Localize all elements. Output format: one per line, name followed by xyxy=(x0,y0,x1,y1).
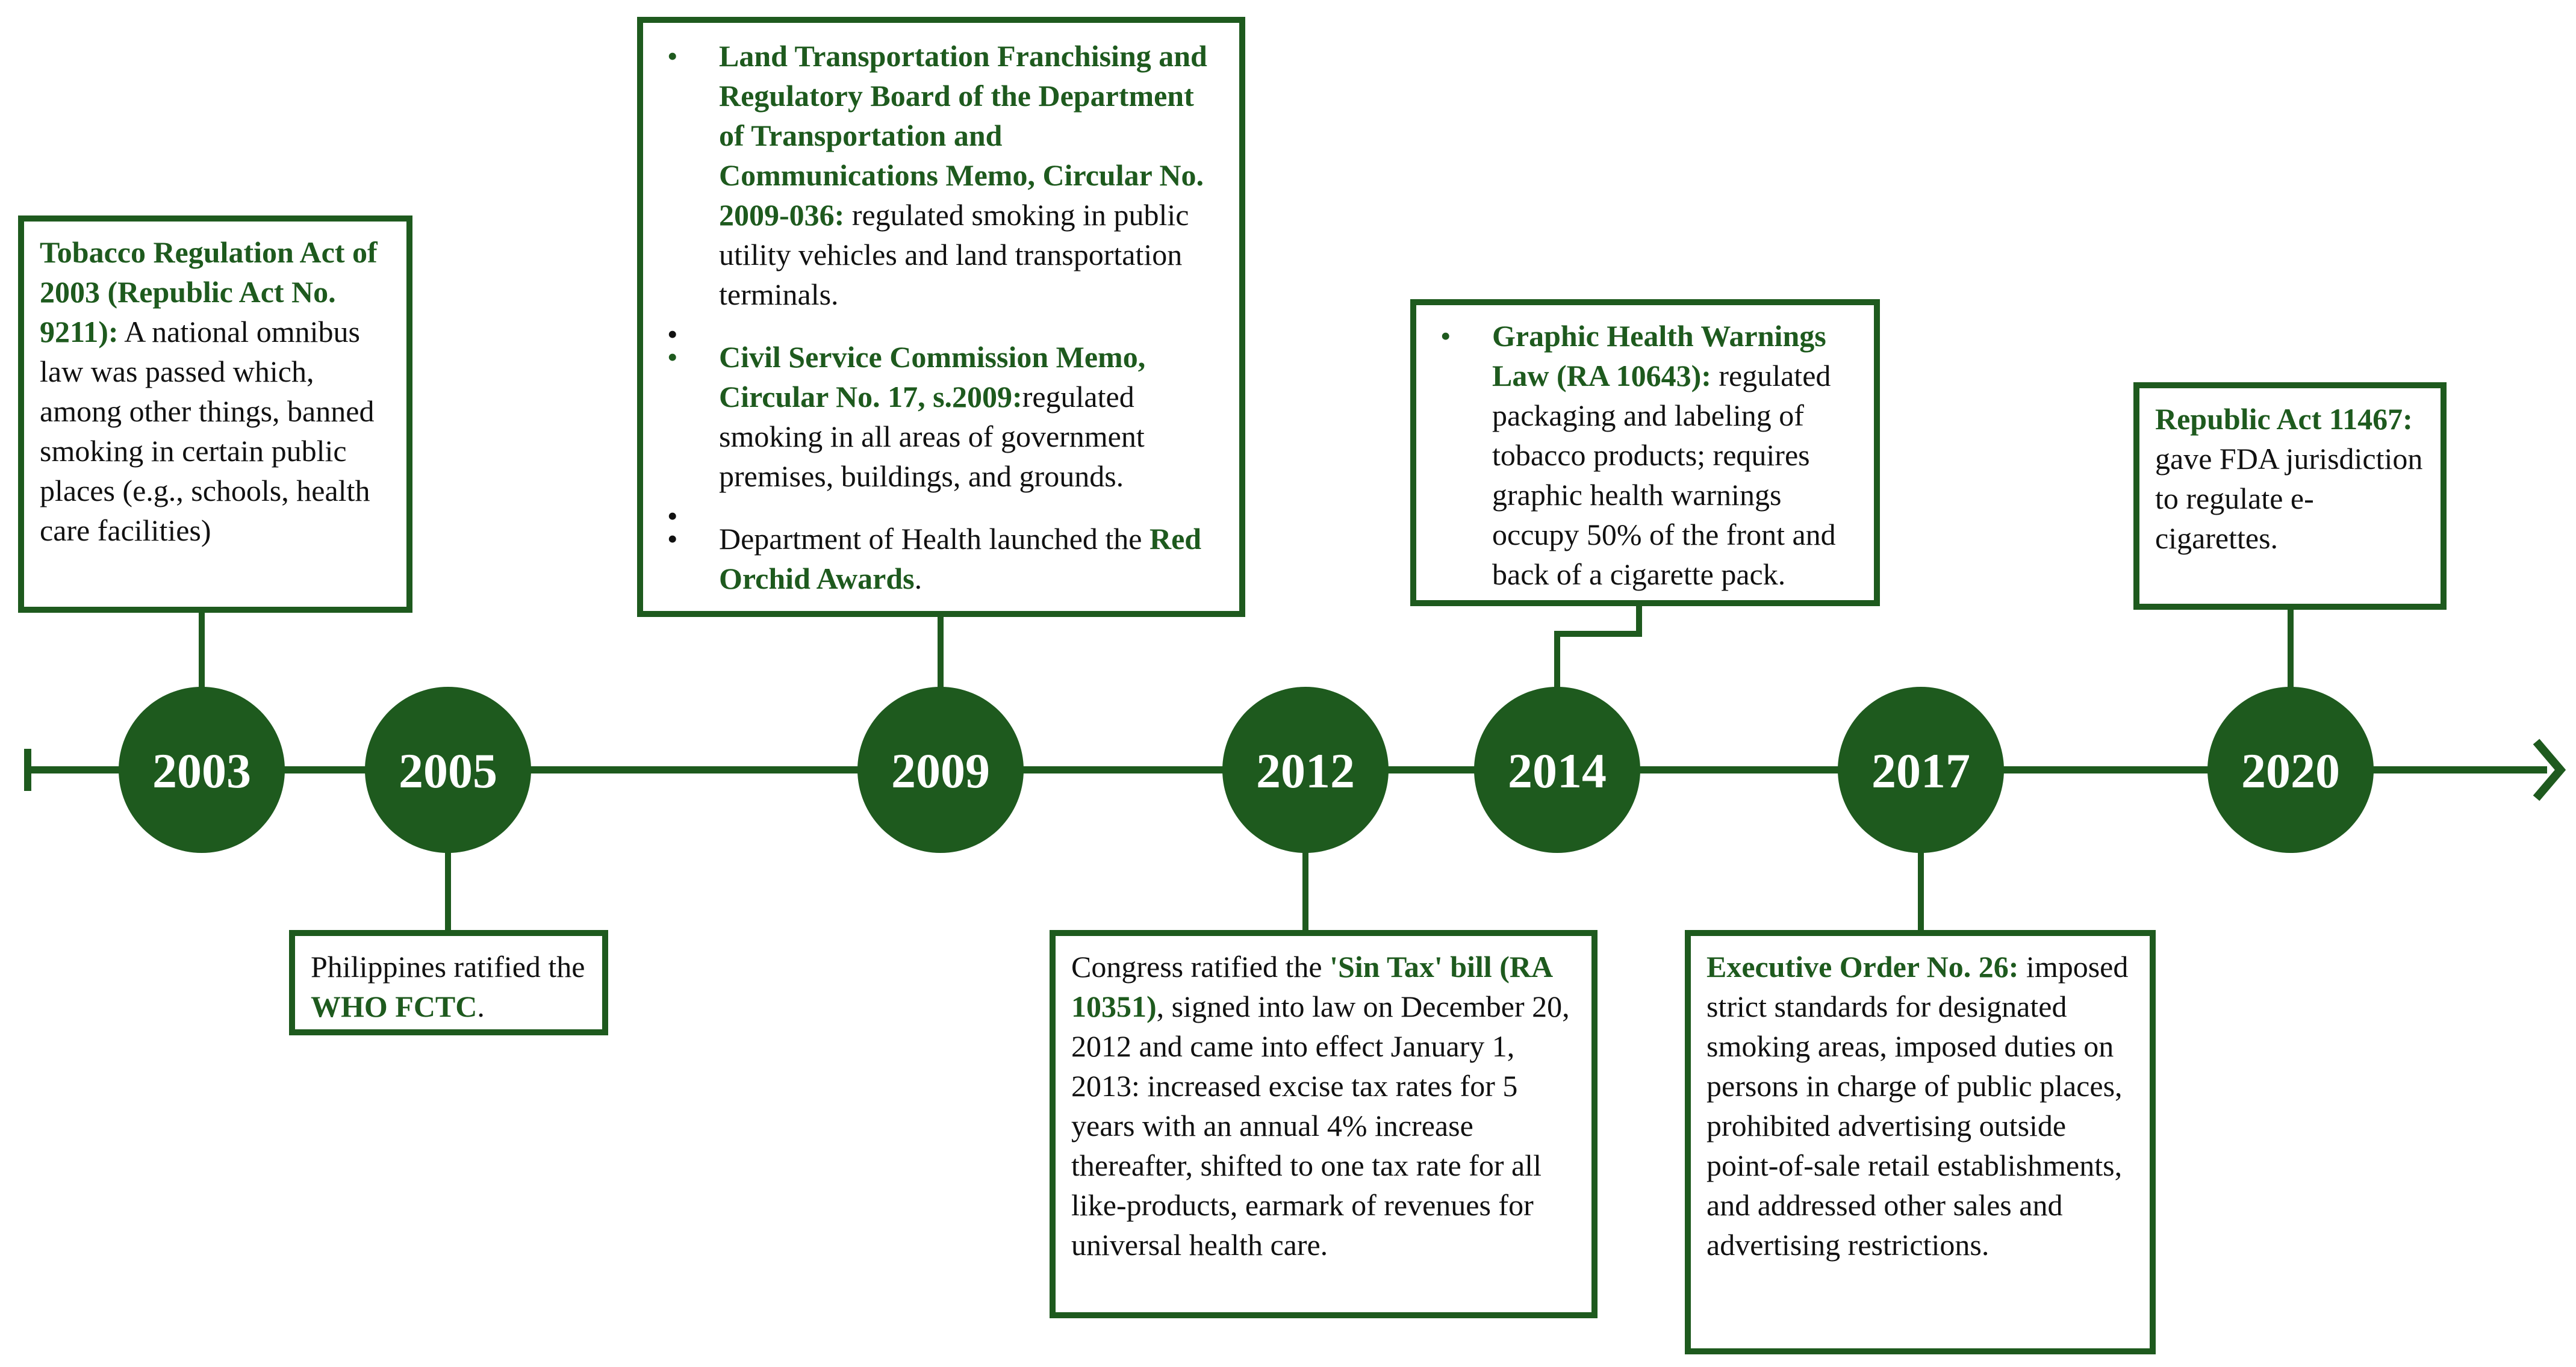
event-2012-highlight: 'Sin Tax' bill (RA 10351) xyxy=(1071,950,1552,1023)
event-box-2009 xyxy=(637,17,1245,617)
year-node-2009 xyxy=(857,687,1024,853)
event-2005-pre: Philippines ratified the xyxy=(311,950,585,984)
event-2005-highlight: WHO FCTC xyxy=(311,990,478,1023)
event-2009-item-1-title: Land Transportation Franchising and Regulatory Board of the Department of Transportation and Communications Memo, Circular No. 2009-036: xyxy=(719,39,1207,232)
year-label-2012: 2012 xyxy=(1256,743,1355,798)
year-node-2014 xyxy=(1474,687,1640,853)
event-2003-text: A national omnibus law was passed which, among other things, banned smoking in certain public places (e.g., schools, health care facilities) xyxy=(40,315,375,547)
connector-2014 xyxy=(1557,602,1639,692)
year-label-2014: 2014 xyxy=(1508,743,1607,798)
event-box-2020 xyxy=(2133,382,2447,610)
event-2009-spacer-2 xyxy=(659,496,1224,519)
year-label-2005: 2005 xyxy=(399,743,497,798)
event-2009-item-3-pre: Department of Health launched the xyxy=(719,522,1150,556)
event-box-2003 xyxy=(18,215,412,613)
event-2014-title: Graphic Health Warnings Law (RA 10643): xyxy=(1492,319,1826,392)
event-2020-title: Republic Act 11467: xyxy=(2155,402,2413,436)
event-2009-spacer xyxy=(659,314,1224,337)
event-2012-text: , signed into law on December 20, 2012 and came into effect January 1, 2013: increased excise tax rates for 5 years with an annual 4% increase thereafter, shifted to one tax rate for all like-products, earmark of revenues for universal health care. xyxy=(1071,990,1570,1262)
year-node-2003 xyxy=(119,687,285,853)
event-2005-post: . xyxy=(477,990,485,1023)
event-2009-item-3-post: . xyxy=(914,562,922,595)
event-2014-list xyxy=(1432,316,1858,594)
year-label-2017: 2017 xyxy=(1871,743,1970,798)
event-2017-text: imposed strict standards for designated smoking areas, imposed duties on persons in charge of public places, prohibited advertising outside point-of-sale retail establishments, and addressed other sales and advertising restrictions. xyxy=(1706,950,2129,1262)
year-label-2003: 2003 xyxy=(152,743,251,798)
event-2014-text: regulated packaging and labeling of tobacco products; requires graphic health warnings occupy 50% of the front and back of a cigarette pack. xyxy=(1492,359,1836,591)
event-2009-item-3-highlight: Red Orchid Awards xyxy=(719,522,1202,595)
event-2009-item-3 xyxy=(659,519,1224,598)
event-2009-item-2-title: Civil Service Commission Memo, Circular No. 17, s.2009: xyxy=(719,340,1146,414)
event-2017-title: Executive Order No. 26: xyxy=(1706,950,2019,984)
year-node-2012 xyxy=(1222,687,1389,853)
year-label-2020: 2020 xyxy=(2241,743,2340,798)
event-2009-item-2-text: regulated smoking in all areas of government premises, buildings, and grounds. xyxy=(719,380,1145,493)
event-2009-item-2 xyxy=(659,337,1224,496)
event-2009-item-1-text: regulated smoking in public utility vehicles and land transportation terminals. xyxy=(719,198,1189,311)
event-2003-title: Tobacco Regulation Act of 2003 (Republic Act No. 9211): xyxy=(40,235,378,349)
event-box-2017 xyxy=(1685,930,2156,1354)
event-box-2005 xyxy=(289,930,608,1035)
event-2009-list xyxy=(659,36,1224,598)
year-node-2020 xyxy=(2207,687,2374,853)
event-box-2014 xyxy=(1410,299,1880,606)
event-box-2012 xyxy=(1050,930,1598,1318)
event-2020-text: gave FDA jurisdiction to regulate e-cigarettes. xyxy=(2155,442,2423,555)
year-node-2017 xyxy=(1838,687,2004,853)
year-label-2009: 2009 xyxy=(891,743,990,798)
year-node-2005 xyxy=(365,687,531,853)
event-2009-item-1 xyxy=(659,36,1224,314)
event-2012-pre: Congress ratified the xyxy=(1071,950,1330,984)
event-2014-item xyxy=(1432,316,1858,594)
